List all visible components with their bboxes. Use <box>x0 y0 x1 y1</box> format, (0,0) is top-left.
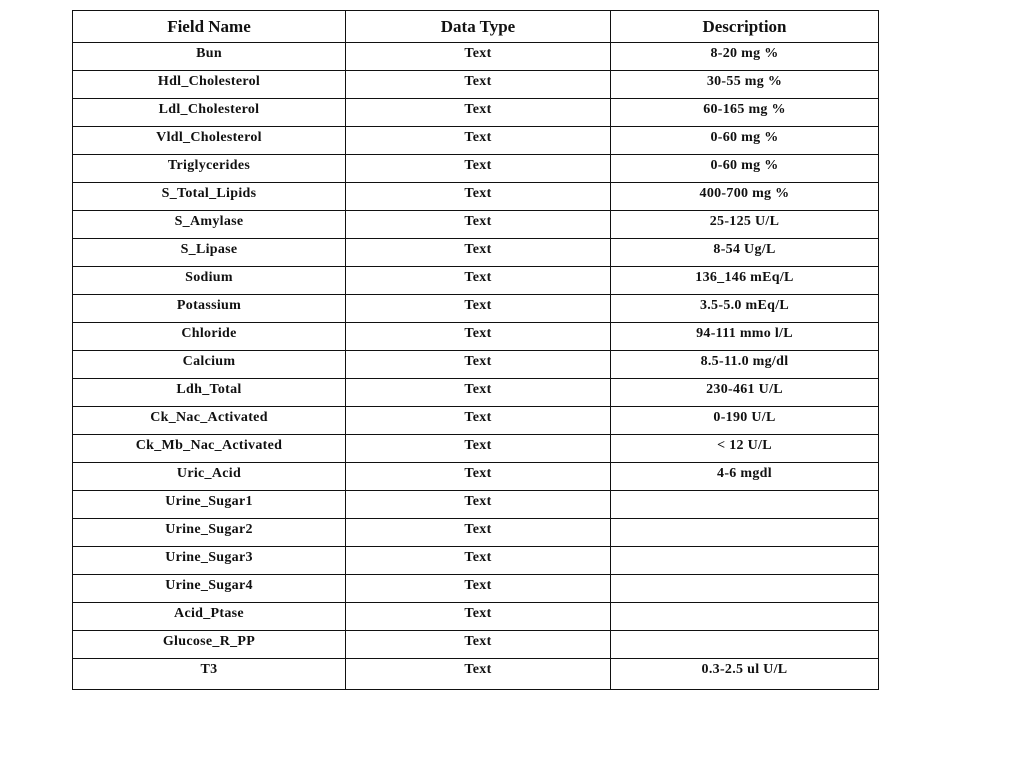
table-row <box>73 43 879 71</box>
table-row <box>73 351 879 379</box>
cell-description: < 12 U/L <box>611 435 879 463</box>
table-row <box>73 407 879 435</box>
cell-description <box>611 519 879 547</box>
cell-data-type: Text <box>346 603 611 631</box>
cell-description <box>611 603 879 631</box>
cell-description: 0-60 mg % <box>611 155 879 183</box>
cell-data-type: Text <box>346 295 611 323</box>
cell-field-name: Ldl_Cholesterol <box>73 99 346 127</box>
cell-description: 0-190 U/L <box>611 407 879 435</box>
cell-description: 4-6 mgdl <box>611 463 879 491</box>
cell-data-type: Text <box>346 323 611 351</box>
cell-description: 400-700 mg % <box>611 183 879 211</box>
cell-field-name: Urine_Sugar4 <box>73 575 346 603</box>
cell-field-name: S_Total_Lipids <box>73 183 346 211</box>
table-row <box>73 379 879 407</box>
table-row <box>73 239 879 267</box>
cell-data-type: Text <box>346 407 611 435</box>
table-row <box>73 435 879 463</box>
table-row <box>73 603 879 631</box>
cell-data-type: Text <box>346 463 611 491</box>
table-row <box>73 323 879 351</box>
cell-field-name: Urine_Sugar1 <box>73 491 346 519</box>
cell-data-type: Text <box>346 351 611 379</box>
cell-data-type: Text <box>346 659 611 690</box>
cell-description: 8.5-11.0 mg/dl <box>611 351 879 379</box>
cell-description: 8-20 mg % <box>611 43 879 71</box>
cell-data-type: Text <box>346 491 611 519</box>
field-definition-table-container <box>72 10 878 690</box>
header-data-type: Data Type <box>346 11 611 43</box>
cell-field-name: Acid_Ptase <box>73 603 346 631</box>
cell-description: 230-461 U/L <box>611 379 879 407</box>
cell-field-name: Ck_Nac_Activated <box>73 407 346 435</box>
header-description: Description <box>611 11 879 43</box>
table-row <box>73 183 879 211</box>
cell-field-name: Urine_Sugar2 <box>73 519 346 547</box>
table-body <box>73 43 879 690</box>
table-row <box>73 127 879 155</box>
cell-data-type: Text <box>346 211 611 239</box>
cell-description: 8-54 Ug/L <box>611 239 879 267</box>
cell-field-name: S_Lipase <box>73 239 346 267</box>
cell-description <box>611 575 879 603</box>
cell-field-name: Uric_Acid <box>73 463 346 491</box>
cell-description: 3.5-5.0 mEq/L <box>611 295 879 323</box>
cell-data-type: Text <box>346 547 611 575</box>
cell-field-name: Glucose_R_PP <box>73 631 346 659</box>
cell-field-name: S_Amylase <box>73 211 346 239</box>
cell-field-name: Potassium <box>73 295 346 323</box>
cell-field-name: Hdl_Cholesterol <box>73 71 346 99</box>
cell-data-type: Text <box>346 267 611 295</box>
cell-description: 0-60 mg % <box>611 127 879 155</box>
header-row <box>73 11 879 43</box>
cell-description: 60-165 mg % <box>611 99 879 127</box>
cell-field-name: Sodium <box>73 267 346 295</box>
table-row <box>73 71 879 99</box>
cell-field-name: Urine_Sugar3 <box>73 547 346 575</box>
cell-description <box>611 631 879 659</box>
field-definition-table <box>72 10 879 690</box>
cell-field-name: Chloride <box>73 323 346 351</box>
cell-description: 136_146 mEq/L <box>611 267 879 295</box>
cell-data-type: Text <box>346 127 611 155</box>
cell-data-type: Text <box>346 435 611 463</box>
header-field-name: Field Name <box>73 11 346 43</box>
cell-description: 94-111 mmo l/L <box>611 323 879 351</box>
cell-field-name: T3 <box>73 659 346 690</box>
table-row <box>73 463 879 491</box>
cell-field-name: Bun <box>73 43 346 71</box>
cell-description <box>611 547 879 575</box>
cell-field-name: Calcium <box>73 351 346 379</box>
table-row <box>73 211 879 239</box>
cell-data-type: Text <box>346 519 611 547</box>
cell-description: 30-55 mg % <box>611 71 879 99</box>
table-row <box>73 547 879 575</box>
cell-data-type: Text <box>346 99 611 127</box>
table-row <box>73 659 879 690</box>
table-row <box>73 519 879 547</box>
cell-description <box>611 491 879 519</box>
cell-data-type: Text <box>346 71 611 99</box>
cell-data-type: Text <box>346 43 611 71</box>
cell-data-type: Text <box>346 183 611 211</box>
cell-field-name: Ldh_Total <box>73 379 346 407</box>
cell-description: 0.3-2.5 ul U/L <box>611 659 879 690</box>
cell-field-name: Triglycerides <box>73 155 346 183</box>
cell-data-type: Text <box>346 155 611 183</box>
table-row <box>73 491 879 519</box>
cell-data-type: Text <box>346 575 611 603</box>
table-row <box>73 267 879 295</box>
table-row <box>73 631 879 659</box>
table-row <box>73 575 879 603</box>
cell-data-type: Text <box>346 239 611 267</box>
cell-field-name: Vldl_Cholesterol <box>73 127 346 155</box>
cell-description: 25-125 U/L <box>611 211 879 239</box>
table-row <box>73 99 879 127</box>
table-row <box>73 295 879 323</box>
table-row <box>73 155 879 183</box>
cell-field-name: Ck_Mb_Nac_Activated <box>73 435 346 463</box>
cell-data-type: Text <box>346 631 611 659</box>
cell-data-type: Text <box>346 379 611 407</box>
